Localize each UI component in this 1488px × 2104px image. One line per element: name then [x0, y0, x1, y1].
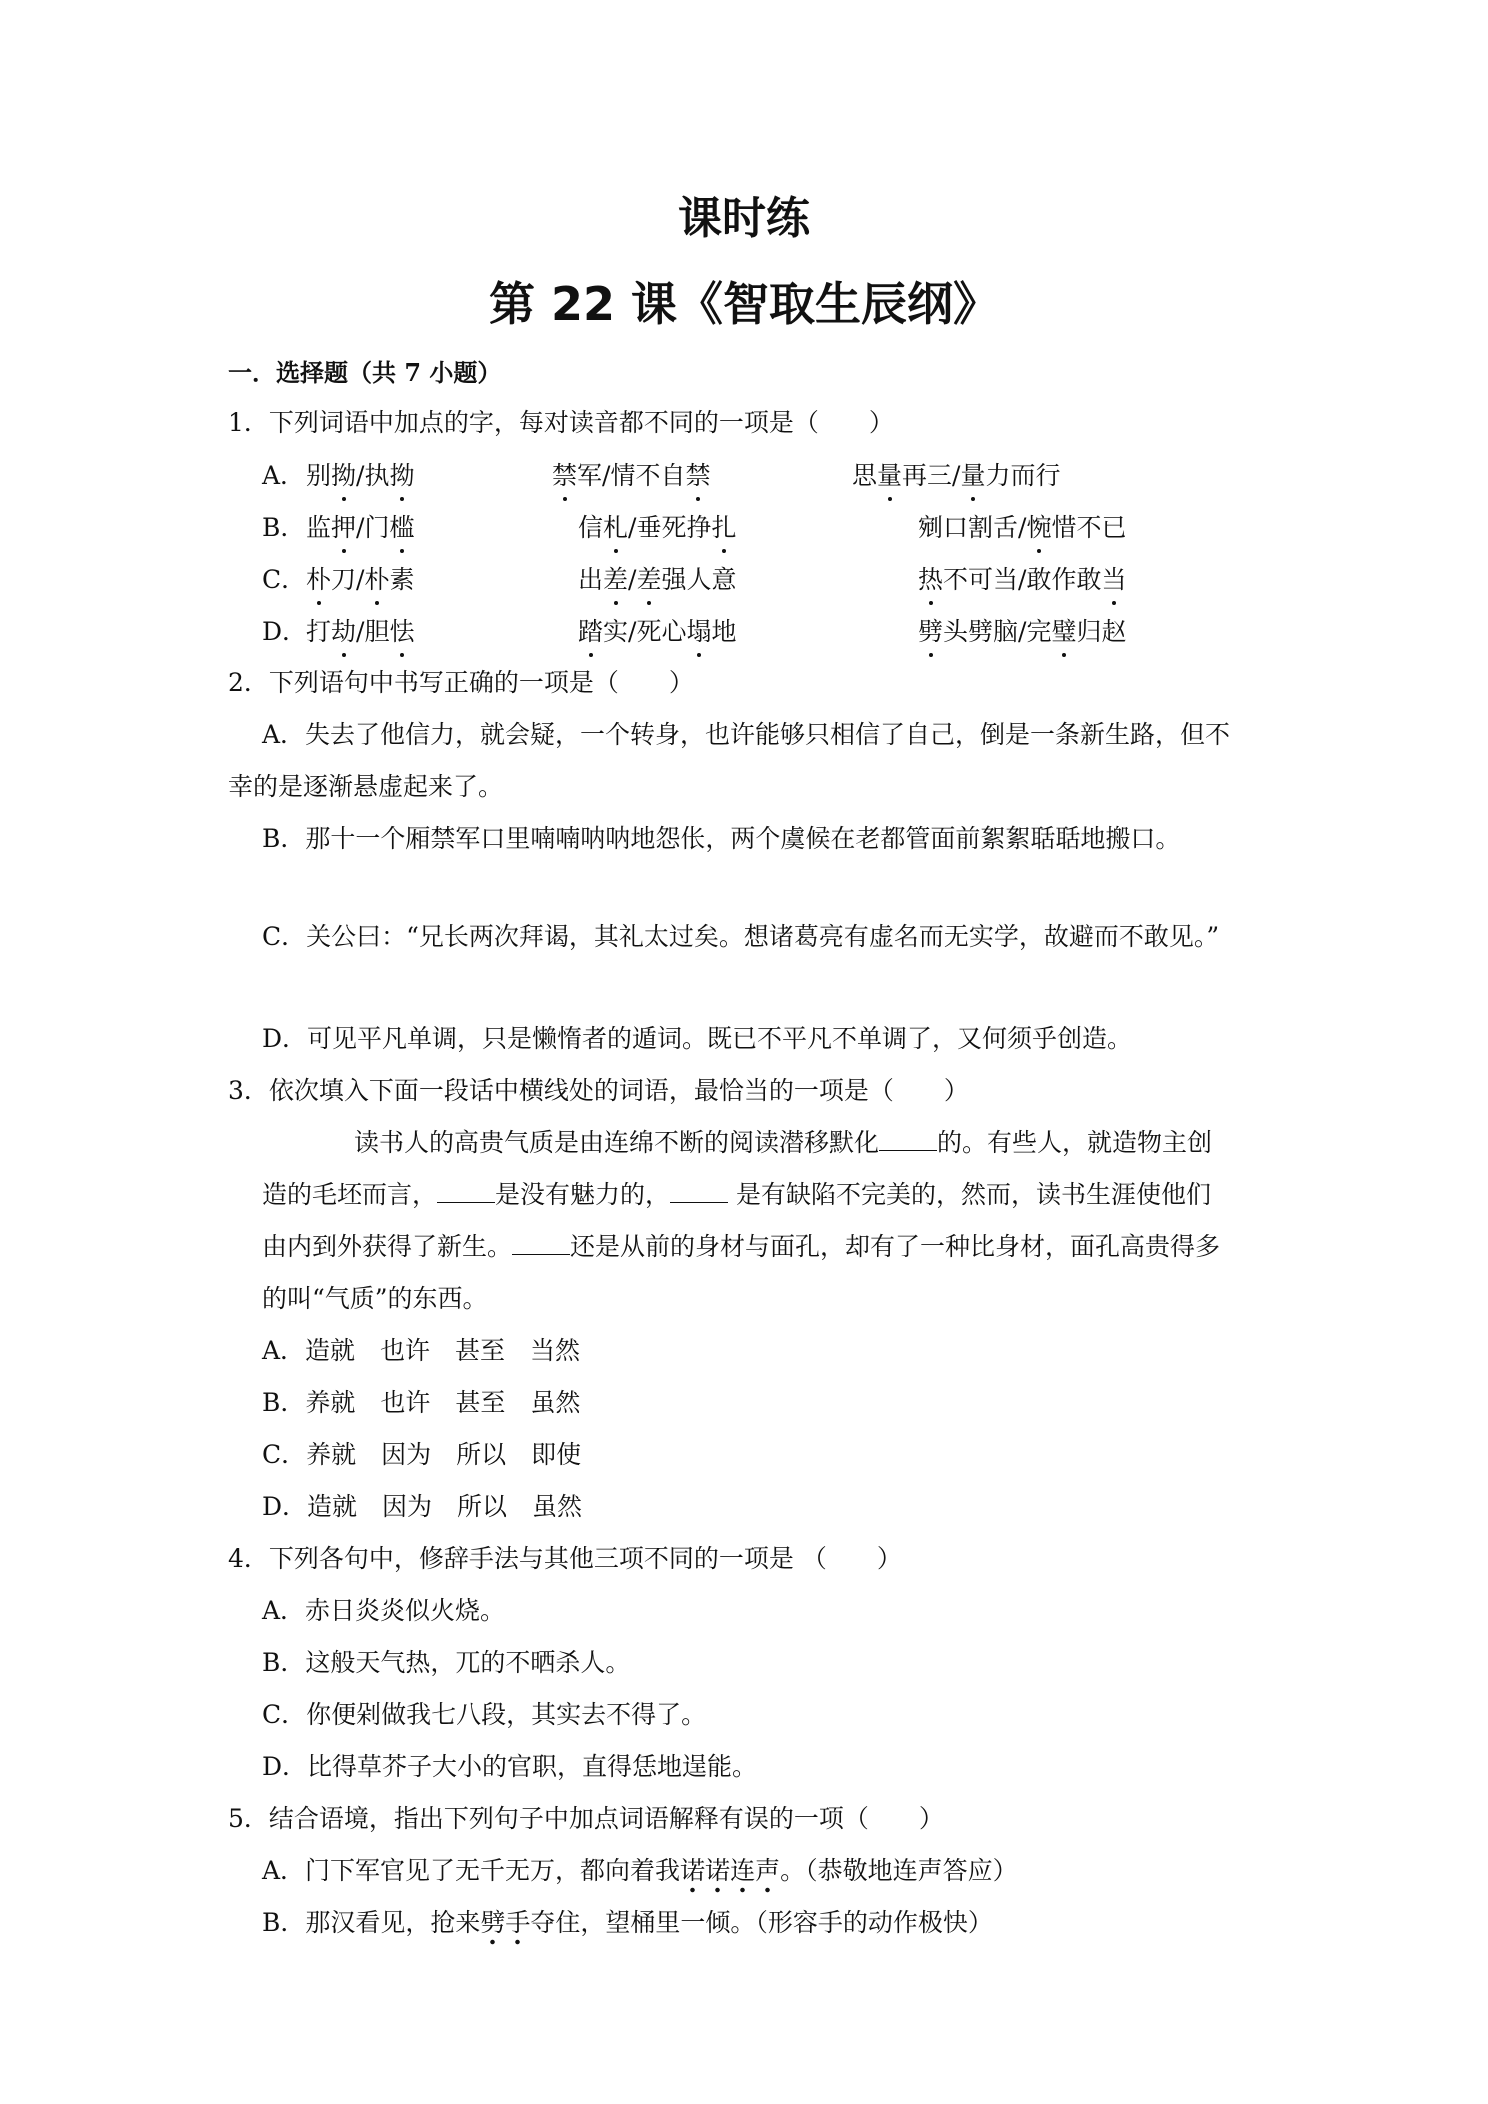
- q1-a-col1: 别拗/执拗: [306, 459, 414, 493]
- q1-b-col3: 剜口割舌/惋惜不已: [918, 511, 1126, 545]
- q4-option-a: A．赤日炎炎似火烧。: [262, 1596, 506, 1625]
- q2-option-a-line1: A．失去了他信力，就会疑，一个转身，也许能够只相信了自己，倒是一条新生路，但不: [262, 720, 1231, 749]
- q1-c-col1: 朴刀/朴素: [306, 563, 414, 597]
- q2-stem: 2．下列语句中书写正确的一项是（ ）: [228, 668, 694, 697]
- q5-option-b: B．那汉看见，抢来劈手夺住，望桶里一倾。（形容手的动作极快）: [262, 1906, 993, 1940]
- q5-stem: 5．结合语境，指出下列句子中加点词语解释有误的一项（ ）: [228, 1804, 944, 1833]
- lesson-title: 第 22 课《智取生辰纲》: [488, 277, 1000, 331]
- q1-c-col3: 热不可当/敢作敢当: [918, 563, 1126, 597]
- q3-passage-line1: 读书人的高贵气质是由连绵不断的阅读潜移默化 的。有些人，就造物主创: [354, 1128, 1213, 1157]
- q2-option-b: B．那十一个厢禁军口里喃喃呐呐地怨伥，两个虞候在老都管面前絮絮聒聒地搬口。: [262, 824, 1181, 853]
- q3-option-b: B．养就 也许 甚至 虽然: [262, 1388, 581, 1417]
- q2-option-a-line2: 幸的是逐渐悬虚起来了。: [228, 772, 504, 801]
- section-heading: 一．选择题（共 7 小题）: [228, 358, 502, 387]
- q1-option-a: A．: [262, 461, 306, 490]
- q3-option-c: C．养就 因为 所以 即使: [262, 1440, 582, 1469]
- q4-option-c: C．你便剁做我七八段，其实去不得了。: [262, 1700, 707, 1729]
- q5-b-dotted-word: 劈手: [480, 1906, 530, 1946]
- q3-option-d: D．造就 因为 所以 虽然: [262, 1492, 583, 1521]
- q2-option-c: C．关公曰：“兄长两次拜谒，其礼太过矣。想诸葛亮有虚名而无实学，故避而不敢见。”: [262, 922, 1220, 951]
- q1-c-col2: 出差/差强人意: [578, 563, 737, 597]
- q3-blank-3[interactable]: [670, 1180, 728, 1203]
- q1-option-c: C．: [262, 565, 307, 594]
- page-title: 课时练: [678, 193, 810, 244]
- q3-blank-1[interactable]: [879, 1128, 937, 1151]
- q3-blank-2[interactable]: [437, 1180, 495, 1203]
- q4-option-d: D．比得草芥子大小的官职，直得恁地逞能。: [262, 1752, 758, 1781]
- q1-stem: 1．下列词语中加点的字，每对读音都不同的一项是（ ）: [228, 408, 894, 437]
- q3-stem: 3．依次填入下面一段话中横线处的词语，最恰当的一项是（ ）: [228, 1076, 969, 1105]
- q1-a-col2: 禁军/情不自禁: [552, 459, 710, 493]
- q1-b-col2: 信札/垂死挣扎: [578, 511, 736, 545]
- q3-blank-4[interactable]: [512, 1232, 570, 1255]
- q3-passage-line4: 的叫“气质”的东西。: [262, 1284, 488, 1313]
- q1-d-col1: 打劫/胆怯: [306, 615, 414, 649]
- q1-a-col3: 思量再三/量力而行: [852, 459, 1061, 493]
- q5-option-a: A．门下军官见了无千无万，都向着我诺诺连声。（恭敬地连声答应）: [262, 1854, 1018, 1888]
- q3-passage-line3: 由内到外获得了新生。 还是从前的身材与面孔，却有了一种比身材，面孔高贵得多: [262, 1232, 1221, 1261]
- q3-option-a: A．造就 也许 甚至 当然: [262, 1336, 581, 1365]
- q1-option-d: D．: [262, 617, 308, 646]
- q3-passage-line2: 造的毛坯而言， 是没有魅力的， 是有缺陷不完美的，然而，读书生涯使他们: [262, 1180, 1211, 1209]
- q1-d-col2: 踏实/死心塌地: [578, 615, 736, 649]
- q5-a-dotted-word: 诺诺连声: [680, 1854, 780, 1894]
- q2-option-d: D．可见平凡单调，只是懒惰者的遁词。既已不平凡不单调了，又何须乎创造。: [262, 1024, 1133, 1053]
- q1-option-b: B．: [262, 513, 306, 542]
- q1-b-col1: 监押/门槛: [306, 511, 414, 545]
- q4-stem: 4．下列各句中，修辞手法与其他三项不同的一项是 （ ）: [228, 1544, 902, 1573]
- q1-d-col3: 劈头劈脑/完璧归赵: [918, 615, 1126, 649]
- q4-option-b: B．这般天气热，兀的不晒杀人。: [262, 1648, 631, 1677]
